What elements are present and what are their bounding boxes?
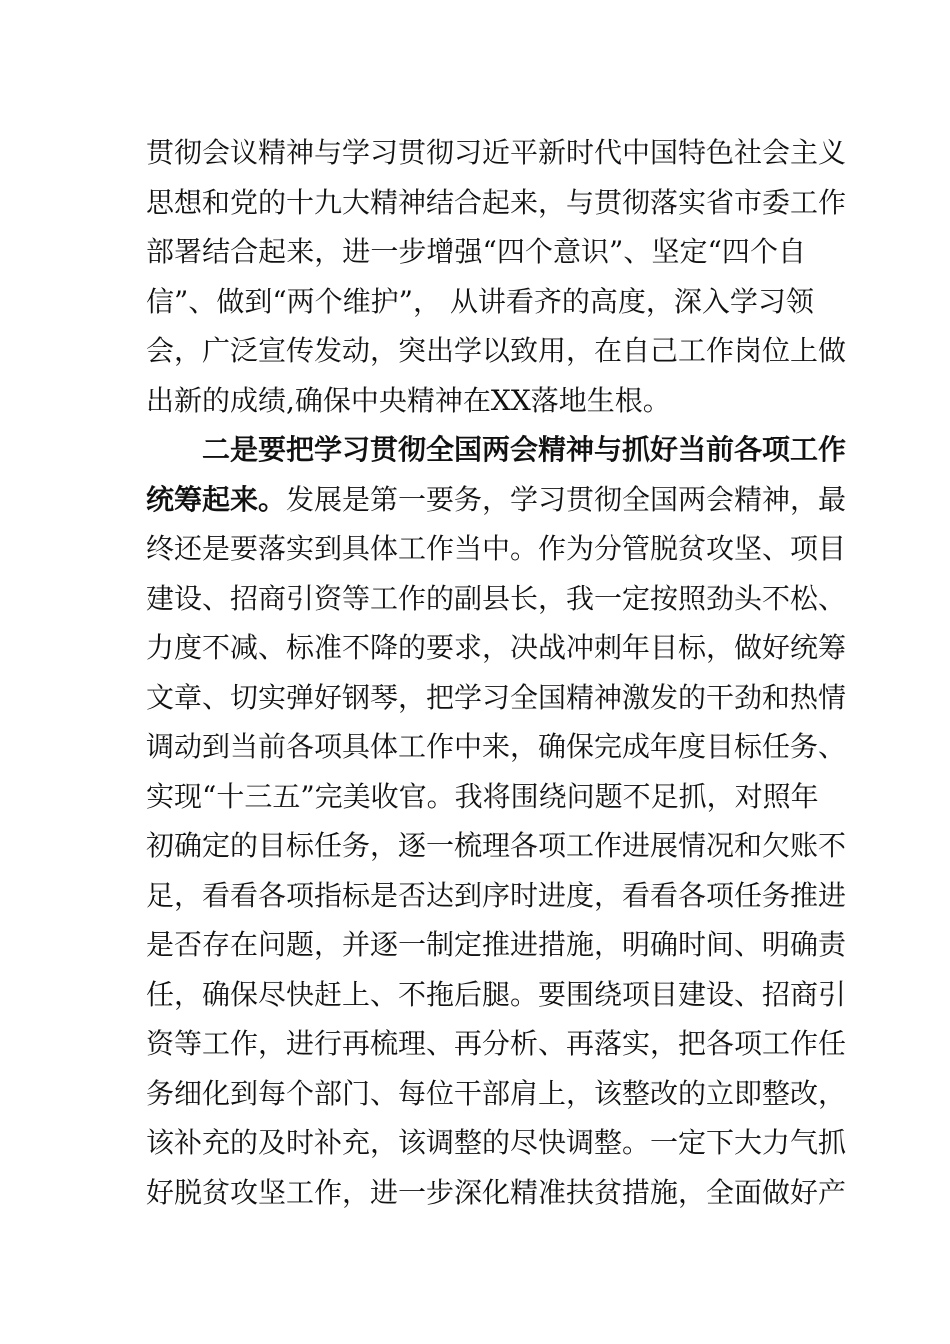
text-line: 初确定的目标任务，逐一梳理各项工作进展情况和欠账不 (146, 829, 847, 862)
text-line: 部署结合起来，进一步增强“四个意识”、坚定“四个自 (146, 235, 806, 268)
text-line: 贯彻会议精神与学习贯彻习近平新时代中国特色社会主义 (146, 136, 847, 169)
document-body (146, 128, 847, 1217)
text-line: 足，看看各项指标是否达到序时进度，看看各项任务推进 (146, 878, 847, 912)
text-line: 务细化到每个部门、每位干部肩上，该整改的立即整改， (146, 1076, 847, 1110)
text-line: 调动到当前各项具体工作中来，确保完成年度目标任务、 (146, 730, 847, 763)
text-line: 文章、切实弹好钢琴，把学习全国精神激发的干劲和热情 (146, 680, 847, 714)
text-line-rest: 发展是第一要务，学习贯彻全国两会精神，最 (286, 482, 847, 516)
paragraph-2 (146, 425, 847, 1217)
text-line: 资等工作，进行再梳理、再分析、再落实，把各项工作任 (146, 1027, 847, 1060)
text-line: 终还是要落实到具体工作当中。作为分管脱贫攻坚、项目 (146, 532, 847, 565)
text-line (146, 475, 847, 525)
text-line: 实现“十三五”完美收官。我将围绕问题不足抓，对照年 (146, 779, 819, 813)
paragraph-heading-end: 统筹起来。 (146, 482, 287, 516)
text-line: 是否存在问题，并逐一制定推进措施，明确时间、明确责 (146, 928, 847, 961)
text-line: 力度不减、标准不降的要求，决战冲刺年目标，做好统筹 (146, 631, 847, 664)
text-line: 建设、招商引资等工作的副县长，我一定按照劲头不松、 (146, 581, 847, 615)
text-line: 信”、做到“两个维护”， 从讲看齐的高度，深入学习领 (146, 284, 814, 318)
paragraph-heading: 二是要把学习贯彻全国两会精神与抓好当前各项工作 (202, 433, 847, 466)
text-line: 该补充的及时补充，该调整的尽快调整。一定下大力气抓 (146, 1126, 847, 1159)
text-line: 思想和党的十九大精神结合起来，与贯彻落实省市委工作 (146, 185, 847, 219)
text-line: 任，确保尽快赶上、不拖后腿。要围绕项目建设、招商引 (146, 977, 847, 1011)
text-line: 会，广泛宣传发动，突出学以致用，在自己工作岗位上做 (146, 334, 847, 367)
paragraph-1 (146, 128, 847, 425)
text-line: 出新的成绩,确保中央精神在XX落地生根。 (146, 383, 671, 417)
text-line: 好脱贫攻坚工作，进一步深化精准扶贫措施，全面做好产 (146, 1175, 847, 1209)
